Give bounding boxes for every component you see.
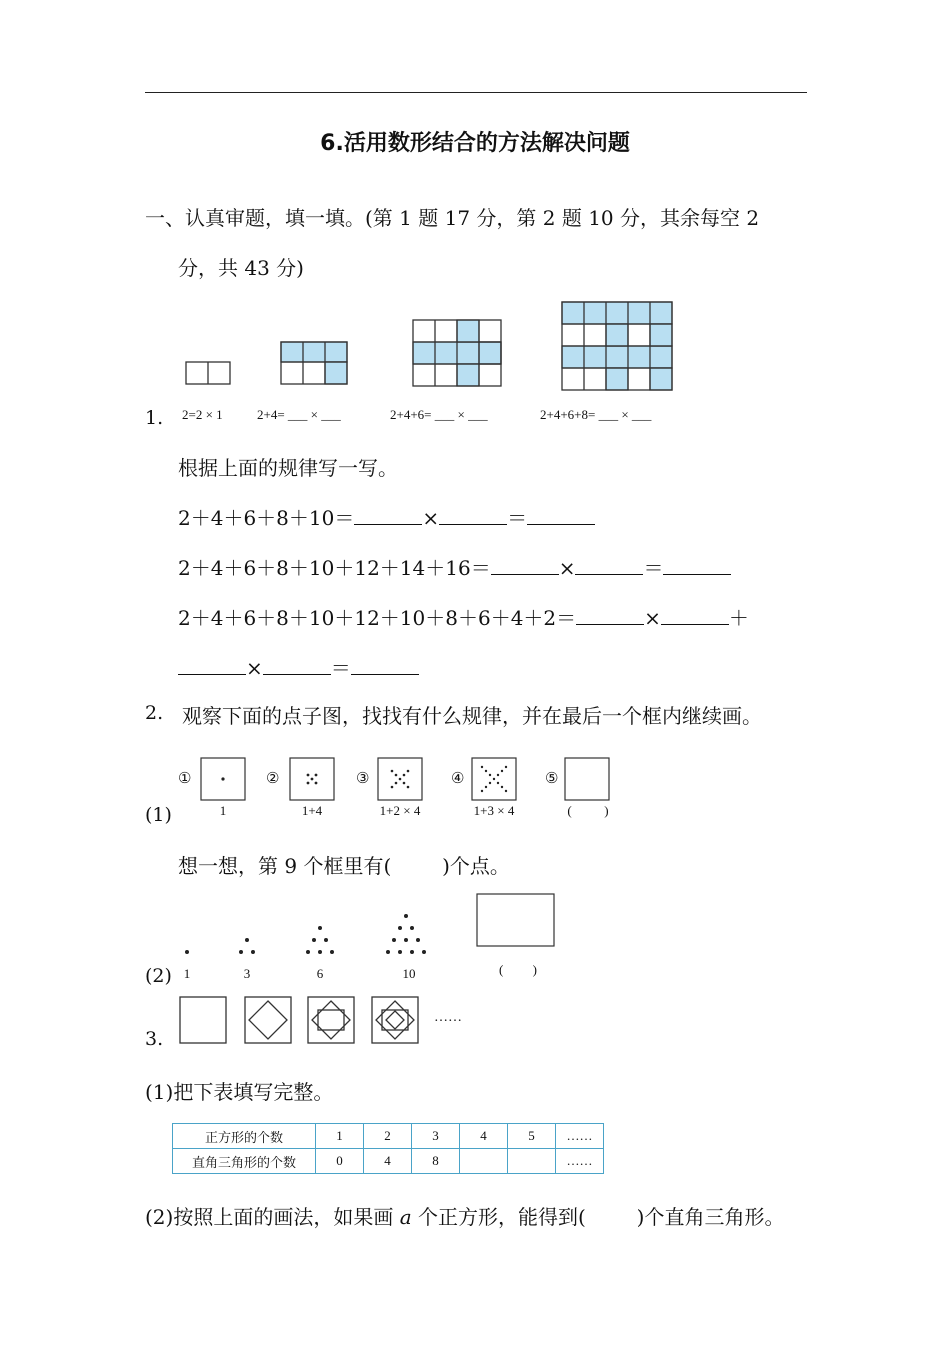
answer-blank[interactable]: [178, 658, 246, 675]
row-header-squares: 正方形的个数: [173, 1124, 316, 1149]
q1-line1-expr: 2＋4＋6＋8＋10＝: [178, 506, 355, 530]
grid-figure-2: [281, 342, 347, 384]
table-row: [173, 1149, 604, 1174]
answer-blank[interactable]: [663, 558, 731, 575]
times-sign: ×: [422, 506, 440, 530]
tri-caption-5: ( ): [499, 962, 537, 977]
q1-line3: [178, 602, 749, 631]
marker-1: ①: [178, 771, 192, 787]
answer-blank[interactable]: [351, 658, 419, 675]
variable-a: a: [399, 1205, 412, 1229]
grid-figure-1: [186, 362, 230, 384]
dot-caption-5: ( ): [567, 803, 609, 818]
q1-number: 1.: [145, 407, 164, 429]
q3-square-figures: [175, 993, 425, 1045]
answer-blank[interactable]: [491, 558, 559, 575]
dot-caption-4: 1+3 × 4: [473, 803, 515, 818]
q1-caption-2: 2+4= ___ × ___: [257, 407, 341, 422]
tri-caption-2: 3: [243, 966, 251, 981]
q3-part1: (1)把下表填写完整。: [145, 1080, 334, 1104]
answer-blank[interactable]: [439, 508, 507, 525]
answer-blank[interactable]: [354, 508, 422, 525]
equals-sign: ＝: [507, 506, 528, 530]
q1-line2-expr: 2＋4＋6＋8＋10＋12＋14＋16＝: [178, 556, 491, 580]
q2-number: 2.: [145, 702, 164, 724]
table-row: [173, 1124, 604, 1149]
q1-grid-figures: [140, 295, 700, 395]
q1-caption-1: 2=2 × 1: [182, 407, 223, 422]
q3-ellipsis: ……: [434, 1010, 462, 1025]
q1-line3-cont: [178, 652, 419, 681]
row-header-triangles: 直角三角形的个数: [173, 1149, 316, 1174]
table-cell: 4: [364, 1149, 412, 1174]
marker-2: ②: [266, 771, 280, 787]
q3-part2-post: 个正方形，能得到( )个直角三角形。: [418, 1205, 785, 1229]
times-sign: ×: [644, 606, 661, 630]
q2-part1-label: (1): [145, 804, 172, 826]
table-cell: 8: [412, 1149, 460, 1174]
marker-4: ④: [451, 771, 465, 787]
times-sign: ×: [558, 556, 576, 580]
q2-triangle-dots: [170, 890, 570, 960]
tri-caption-1: 1: [183, 966, 191, 981]
times-sign: ×: [246, 656, 263, 680]
answer-blank[interactable]: [263, 658, 331, 675]
q3-part2-pre: (2)按照上面的画法，如果画: [145, 1205, 394, 1229]
grid-figure-3: [413, 320, 501, 386]
section1-heading: 一、认真审题，填一填。(第 1 题 17 分，第 2 题 10 分，其余每空 2: [145, 206, 760, 230]
answer-blank[interactable]: [576, 608, 644, 625]
dot-caption-3: 1+2 × 4: [379, 803, 421, 818]
table-cell: 5: [508, 1124, 556, 1149]
table-cell: 3: [412, 1124, 460, 1149]
plus-sign: ＋: [728, 606, 749, 630]
triangle-answer-box: [477, 894, 554, 946]
dot-caption-1: 1: [219, 803, 227, 818]
q2-part2-label: (2): [145, 965, 172, 987]
q1-instruction: 根据上面的规律写一写。: [178, 456, 398, 480]
q1-line3-expr: 2＋4＋6＋8＋10＋12＋10＋8＋6＋4＋2＝: [178, 606, 577, 630]
q1-line1: [178, 502, 595, 531]
equals-sign: ＝: [643, 556, 664, 580]
section1-heading-cont: 分，共 43 分): [178, 256, 304, 280]
equals-sign: ＝: [330, 656, 351, 680]
answer-cell[interactable]: [460, 1149, 508, 1174]
top-rule: [145, 92, 807, 93]
table-cell: ……: [556, 1124, 604, 1149]
table-cell: ……: [556, 1149, 604, 1174]
tri-caption-4: 10: [402, 966, 416, 981]
q1-line2: [178, 552, 731, 581]
answer-blank[interactable]: [575, 558, 643, 575]
page-title: 6.活用数形结合的方法解决问题: [320, 131, 630, 156]
q2-part1-question: 想一想，第 9 个框里有( )个点。: [178, 854, 510, 878]
q1-caption-4: 2+4+6+8= ___ × ___: [540, 407, 652, 422]
q3-number: 3.: [145, 1028, 164, 1050]
answer-blank[interactable]: [661, 608, 729, 625]
tri-caption-3: 6: [316, 966, 324, 981]
dot-box-5-empty: [565, 758, 609, 800]
table-cell: 2: [364, 1124, 412, 1149]
marker-5: ⑤: [545, 771, 559, 787]
q3-table: [172, 1123, 604, 1174]
q3-part2: [145, 1201, 784, 1230]
table-cell: 0: [316, 1149, 364, 1174]
q2-dot-boxes: [195, 752, 615, 804]
q1-caption-3: 2+4+6= ___ × ___: [390, 407, 488, 422]
table-cell: 4: [460, 1124, 508, 1149]
grid-figure-4: [562, 302, 672, 390]
marker-3: ③: [356, 771, 370, 787]
answer-cell[interactable]: [508, 1149, 556, 1174]
table-cell: 1: [316, 1124, 364, 1149]
q2-prompt: 观察下面的点子图，找找有什么规律，并在最后一个框内继续画。: [182, 704, 762, 728]
answer-blank[interactable]: [527, 508, 595, 525]
dot-caption-2: 1+4: [301, 803, 323, 818]
